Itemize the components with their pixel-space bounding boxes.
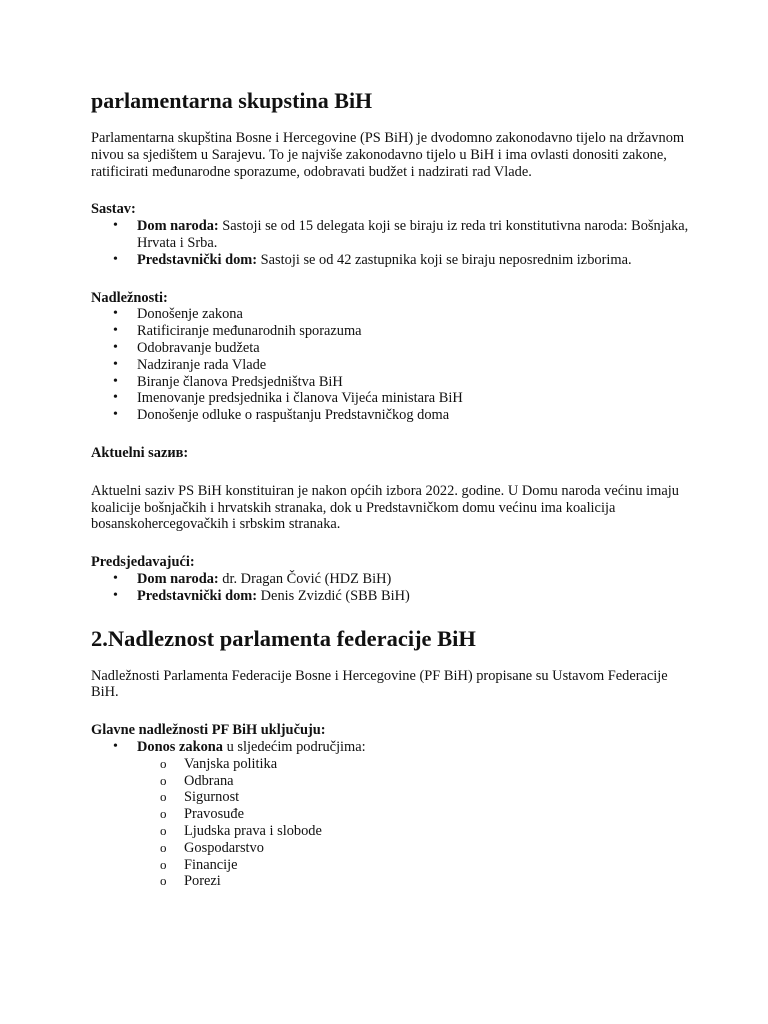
sub-list-item: o Gospodarstvo <box>137 840 691 857</box>
list-item-term: Dom naroda: <box>137 570 219 587</box>
sub-list-item: o Odbrana <box>137 773 691 790</box>
list-item: • Biranje članova Predsjedništva BiH <box>91 374 691 391</box>
list-item: • Donošenje zakona <box>91 306 691 323</box>
predsjedavajuci-heading: Predsjedavajući: <box>91 554 195 571</box>
sub-list-item: o Sigurnost <box>137 789 691 806</box>
sub-list-item: o Vanjska politika <box>137 756 691 773</box>
sastav-list <box>91 218 691 268</box>
list-item: • Donošenje odluke o raspuštanju Predstavničkog doma <box>91 407 691 424</box>
list-item-text: Denis Zvizdić (SBB BiH) <box>257 587 410 604</box>
list-item-term: Predstavnički dom: <box>137 587 258 604</box>
list-item-term: Dom naroda: <box>137 218 219 235</box>
list-item <box>91 739 691 890</box>
list-item-text: u sljedećim područjima: <box>222 738 366 755</box>
list-item-text: Sastoji se od 15 delegata koji se biraju iz reda tri konstitutivna naroda: Bošnjaka, Hrvata i Srba. <box>137 218 689 251</box>
list-item-text: dr. Dragan Čović (HDZ BiH) <box>218 570 392 587</box>
glavne-nadleznosti-list <box>91 739 691 890</box>
intro-paragraph: Parlamentarna skupština Bosne i Hercegovine (PS BiH) je dvodomno zakonodavno tijelo na državnom nivou sa sjedištem u Sarajevu. To je najviše zakonodavno tijelo u BiH i ima ovlasti donositi zakone, ratificirati međunarodne sporazume, odobravati budžet i nadzirati rad Vlade. <box>91 130 685 180</box>
list-item: • Ratificiranje međunarodnih sporazuma <box>91 323 691 340</box>
list-item <box>91 218 691 252</box>
list-item <box>91 588 691 605</box>
nadleznosti-list <box>91 306 691 424</box>
list-item-term: Predstavnički dom: <box>137 251 258 268</box>
sub-list-item: o Financije <box>137 857 691 874</box>
document-title: parlamentarna skupstina BiH <box>91 88 373 113</box>
nadleznosti-heading: Nadležnosti: <box>91 289 168 306</box>
predsjedavajuci-list <box>91 571 691 605</box>
glavne-nadleznosti-heading: Glavne nadležnosti PF BiH uključuju: <box>91 722 326 739</box>
document-page <box>91 82 691 890</box>
list-item-text: Sastoji se od 42 zastupnika koji se biraju neposrednim izborima. <box>257 251 632 268</box>
list-item <box>91 571 691 588</box>
list-item: • Imenovanje predsjednika i članova Vijeća ministara BiH <box>91 390 691 407</box>
podrucja-list <box>137 756 691 890</box>
section-2-intro: Nadležnosti Parlamenta Federacije Bosne i Hercegovine (PF BiH) propisane su Ustavom Federacije BiH. <box>91 667 668 701</box>
section-2-title: 2.Nadleznost parlamenta federacije BiH <box>91 625 476 651</box>
sub-list-item: o Pravosuđe <box>137 806 691 823</box>
list-item-term: Donos zakona <box>137 738 223 755</box>
sub-list-item: o Porezi <box>137 873 691 890</box>
list-item: • Odobravanje budžeta <box>91 340 691 357</box>
list-item: • Nadziranje rada Vlade <box>91 357 691 374</box>
sastav-heading: Sastav: <box>91 201 136 218</box>
sub-list-item: o Ljudska prava i slobode <box>137 823 691 840</box>
saziv-paragraph: Aktuelni saziv PS BiH konstituiran je nakon općih izbora 2022. godine. U Domu naroda većinu imaju koalicije bošnjačkih i hrvatskih stranaka, dok u Predstavničkom domu većinu ima koalicija bosanskohercegovačkih i srbskim stranaka. <box>91 482 679 533</box>
list-item <box>91 252 691 269</box>
saziv-heading: Aktuelni sazив: <box>91 444 189 461</box>
